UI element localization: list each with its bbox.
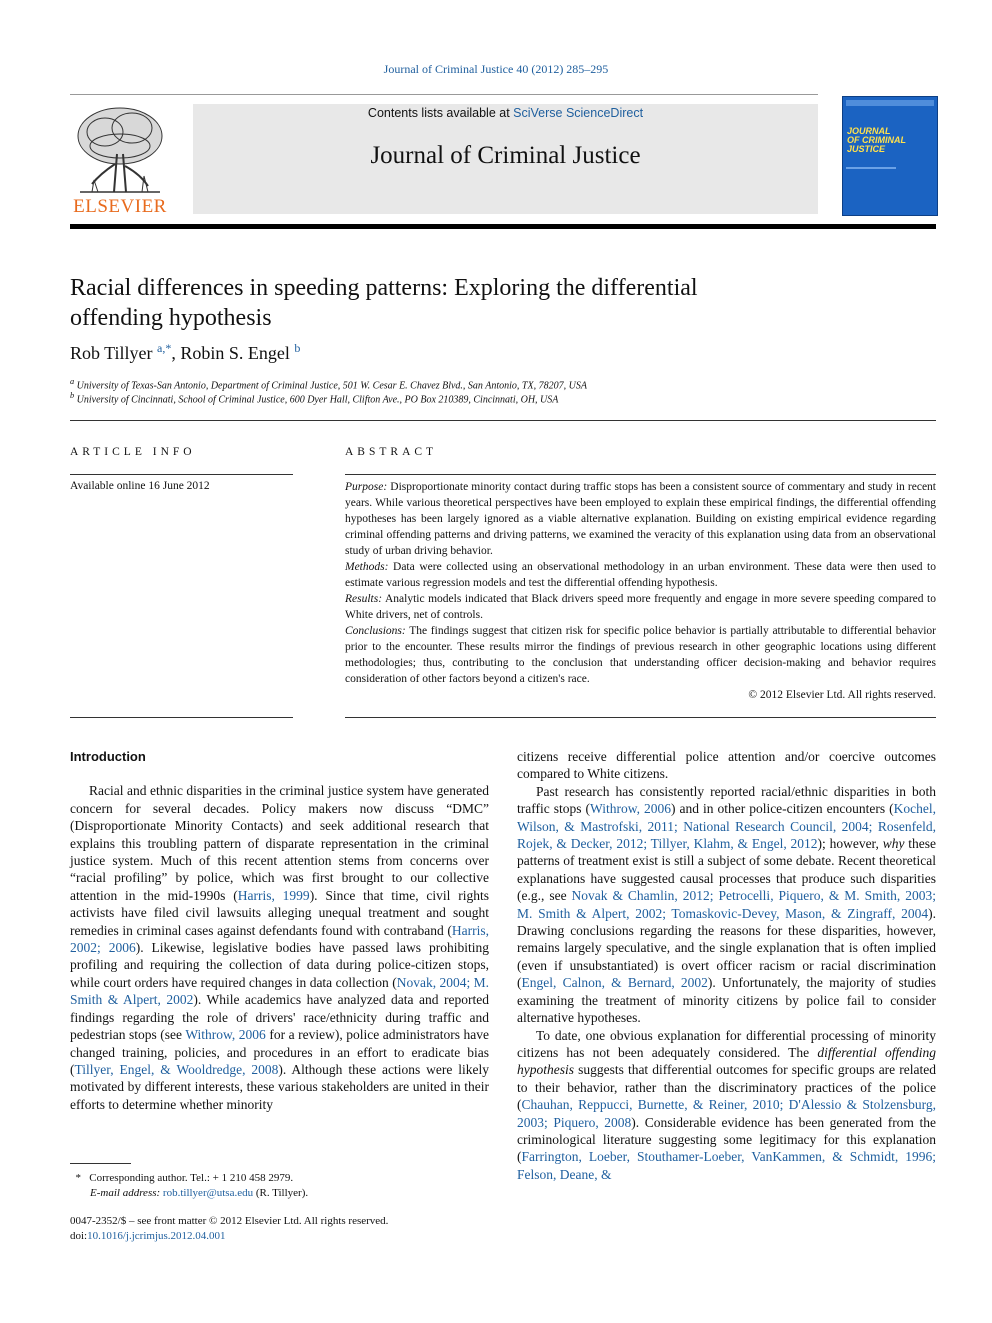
abstract-purpose <box>345 479 936 559</box>
abstract-label: Purpose: <box>345 481 388 493</box>
author-affil-marker[interactable]: b <box>294 341 301 355</box>
abstract-text: Disproportionate minority contact during traffic stops has been a consistent source of commentary and study in recent years. While various theoretical perspectives have been employed to explain these empirical findings, the differential offending hypotheses has been largely ignored as a viable alternative explanation. Building on existing empirical evidence regarding criminal offending patterns and driving patterns, we examined the veracity of this explanation using data from an observational study of urban driving behavior. <box>345 481 936 557</box>
body-text: ) and in other police-citizen encounters ( <box>670 801 894 817</box>
author-separator: , <box>171 343 181 363</box>
author-list <box>70 341 300 364</box>
cover-divider <box>846 167 896 169</box>
body-text: ). Likewise, legislative bodies have passed laws prohibiting profiling and requiring the collection of data during police-citizen stops, while court orders have required changes in data collection ( <box>70 940 489 990</box>
citation-link[interactable]: Withrow, 2006 <box>185 1027 266 1043</box>
body-text: ). Unfortunately, the majority of studies examining the treatment of minority citizens by police fail to consider alternative hypotheses. <box>517 975 936 1026</box>
journal-cover-thumbnail[interactable] <box>842 96 938 216</box>
issn-notice <box>70 1214 388 1244</box>
body-text: To date, one obvious explanation for differential processing of minority citizens has not been adequately considered. The <box>517 1027 936 1060</box>
abstract-methods <box>345 559 936 591</box>
emphasis-text: why <box>882 836 905 852</box>
body-text: ). Since that time, civil rights activists have filed civil lawsuits alleging unequal treatment and sought remedies in criminal cases against defendants found with contraband ( <box>70 887 489 938</box>
footnote-text: (R. Tillyer). <box>253 1187 309 1199</box>
cover-title <box>847 127 906 154</box>
affiliation-text: University of Cincinnati, School of Criminal Justice, 600 Dyer Hall, Clifton Ave., PO Box 210389, Cincinnati, OH, USA <box>76 394 559 406</box>
corresponding-author-footnote <box>70 1171 308 1201</box>
cover-title-line: OF CRIMINAL <box>847 135 906 145</box>
doi-line <box>70 1229 388 1244</box>
body-text: Racial and ethnic disparities in the criminal justice system have generated concern for several decades. Policy makers now discuss “DMC” (Disproportionate Minority Contacts) and seek additional research that explains this troubling pattern of disparate representation in the criminal justice system. Much of this recent attention stems from concerns over “racial profiling” by police, which was first brought to our collective attention in the mid-1990s ( <box>70 783 489 903</box>
abstract-results <box>345 591 936 623</box>
body-text: ); however, <box>817 836 883 852</box>
citation-link[interactable]: Novak & Chamlin, 2012; Petrocelli, Piquero, & M. Smith, 2003; M. Smith & Alpert, 2002; Tomaskovic-Devey, Mason, & Zingraff, 2004 <box>517 888 936 921</box>
contents-line <box>193 106 818 120</box>
doi-link[interactable]: 10.1016/j.jcrimjus.2012.04.001 <box>87 1230 226 1242</box>
citation-link[interactable]: Engel, Calnon, & Bernard, 2002 <box>521 975 708 991</box>
abstract-label: Results: <box>345 593 383 605</box>
footnote-text: Corresponding author. Tel.: + 1 210 458 2979. <box>89 1172 294 1184</box>
footnote-rule <box>70 1163 131 1164</box>
abstract-label: Conclusions: <box>345 625 406 637</box>
body-text: suggests that differential outcomes for specific groups are related to their behavior, rather than the discriminatory practices of the police ( <box>517 1062 936 1113</box>
author-name[interactable]: Rob Tillyer <box>70 343 153 363</box>
emphasis-text: differential offending hypothesis <box>517 1044 936 1078</box>
body-text: these patterns of treatment exist is still a subject of some debate. Recent theoretical explanations have suggested causal processes that produce such disparities (e.g., see <box>517 836 937 904</box>
body-column-left <box>70 748 489 1113</box>
citation-link[interactable]: Tillyer, Engel, & Wooldredge, 2008 <box>74 1061 279 1077</box>
sciencedirect-link[interactable]: SciVerse ScienceDirect <box>513 106 644 120</box>
author-name[interactable]: Robin S. Engel <box>180 343 290 363</box>
body-text: ). Although these actions were likely motivated by different interests, these various stakeholders are united in their efforts to determine whether minority <box>70 1061 490 1112</box>
author-email-link[interactable]: rob.tillyer@utsa.edu <box>162 1187 254 1199</box>
citation-link[interactable]: Novak, 2004; M. Smith & Alpert, 2002 <box>70 974 489 1008</box>
email-label: E-mail address: <box>90 1187 161 1199</box>
body-paragraph: citizens receive differential police attention and/or coercive outcomes compared to White citizens. <box>517 749 936 782</box>
body-text: ). Drawing conclusions regarding the reasons for these disparities, however, remains largely speculative, and the single explanation that is often implied (even if unsubstantiated) is overt officer racism or racial discrimination ( <box>517 905 936 991</box>
masthead-top-rule <box>70 94 818 95</box>
body-paragraph <box>517 1027 936 1184</box>
citation-link[interactable]: Kochel, Wilson, & Mastrofski, 2011; National Research Council, 2004; Rosenfeld, Rojek, & Decker, 2012; Tillyer, Klahm, & Engel, 2012 <box>517 801 936 852</box>
citation-link[interactable]: Harris, 1999 <box>237 887 310 903</box>
article-title-line: Racial differences in speeding patterns: Exploring the differential <box>70 275 698 301</box>
cover-top-strip <box>846 100 934 106</box>
abstract-text: Analytic models indicated that Black drivers speed more frequently and engage in more severe speeding compared to White drivers, net of controls. <box>345 593 936 621</box>
section-divider <box>70 420 936 421</box>
available-online-date: Available online 16 June 2012 <box>70 480 210 492</box>
doi-label: doi: <box>70 1230 88 1242</box>
body-paragraph <box>517 783 936 1027</box>
citation-link[interactable]: Farrington, Loeber, Stouthamer-Loeber, VanKammen, & Schmidt, 1996; Felson, Deane, & <box>517 1149 936 1182</box>
abstract-body <box>345 479 936 703</box>
abstract-text: Data were collected using an observational methodology in an urban environment. These data were then used to estimate various regression models and test the differential offending hypothesis. <box>345 561 936 589</box>
body-column-right <box>517 748 936 1183</box>
citation-link[interactable]: Withrow, 2006 <box>590 801 671 817</box>
article-title <box>70 273 830 333</box>
body-text: for a review), police administrators have changed training, policies, and procedures in an effort to eradicate bias ( <box>70 1027 489 1077</box>
abstract-conclusions <box>345 623 936 687</box>
affiliation-text: University of Texas-San Antonio, Department of Criminal Justice, 501 W. Cesar E. Chavez Blvd., San Antonio, TX, 78207, USA <box>76 380 587 392</box>
affiliation-marker: b <box>70 391 75 400</box>
article-info-bottom-rule <box>70 717 293 718</box>
abstract-label: Methods: <box>345 561 389 573</box>
body-paragraph <box>70 782 489 1113</box>
abstract-heading: ABSTRACT <box>345 446 438 458</box>
footnote-line <box>70 1186 308 1201</box>
abstract-text: The findings suggest that citizen risk for specific police behavior is partially attributable to differential behavior prior to the encounter. These results mirror the findings of previous research in other geographic locations using different methodologies; thus, contributing to the conclusion that understanding officer decision-making and behavior requires consideration of other factors beyond a citizen's race. <box>345 625 936 685</box>
journal-reference-link[interactable]: Journal of Criminal Justice 40 (2012) 285–295 <box>383 62 609 76</box>
affiliation-a <box>70 377 587 391</box>
article-info-heading: ARTICLE INFO <box>70 446 196 458</box>
citation-link[interactable]: Harris, 2002; 2006 <box>70 922 489 956</box>
citation-link[interactable]: Chauhan, Reppucci, Burnette, & Reiner, 2010; D'Alessio & Stolzensburg, 2003; Piquero, 2008 <box>517 1097 936 1130</box>
body-text: ). While academics have analyzed data and reported findings regarding the role of drivers' race/ethnicity during traffic and pedestrian stops (see <box>70 992 489 1043</box>
article-info-rule <box>70 474 293 475</box>
issn-text: 0047-2352/$ – see front matter © 2012 Elsevier Ltd. All rights reserved. <box>70 1215 389 1227</box>
journal-name[interactable]: Journal of Criminal Justice <box>370 142 641 169</box>
cover-title-line: JOURNAL <box>847 126 891 136</box>
body-text: Past research has consistently reported racial/ethnic disparities in both traffic stops ( <box>517 783 936 817</box>
affiliation-marker: a <box>70 377 75 386</box>
masthead-rule <box>70 224 936 229</box>
abstract-copyright: © 2012 Elsevier Ltd. All rights reserved. <box>748 689 936 701</box>
article-title-line: offending hypothesis <box>70 305 272 331</box>
elsevier-wordmark[interactable]: ELSEVIER <box>73 196 167 217</box>
contents-prefix: Contents lists available at <box>367 106 514 120</box>
abstract-rule <box>345 474 936 475</box>
author-affil-marker[interactable]: a,* <box>157 341 172 355</box>
footnote-line <box>70 1171 308 1186</box>
introduction-heading: Introduction <box>70 749 146 764</box>
body-text: ). Considerable evidence has been generated from the criminological literature suggesting some legitimacy for this explanation ( <box>517 1114 937 1165</box>
cover-title-line: JUSTICE <box>847 144 886 154</box>
footnote-marker: * <box>75 1172 81 1184</box>
affiliation-b <box>70 391 558 405</box>
abstract-bottom-rule <box>345 717 936 718</box>
